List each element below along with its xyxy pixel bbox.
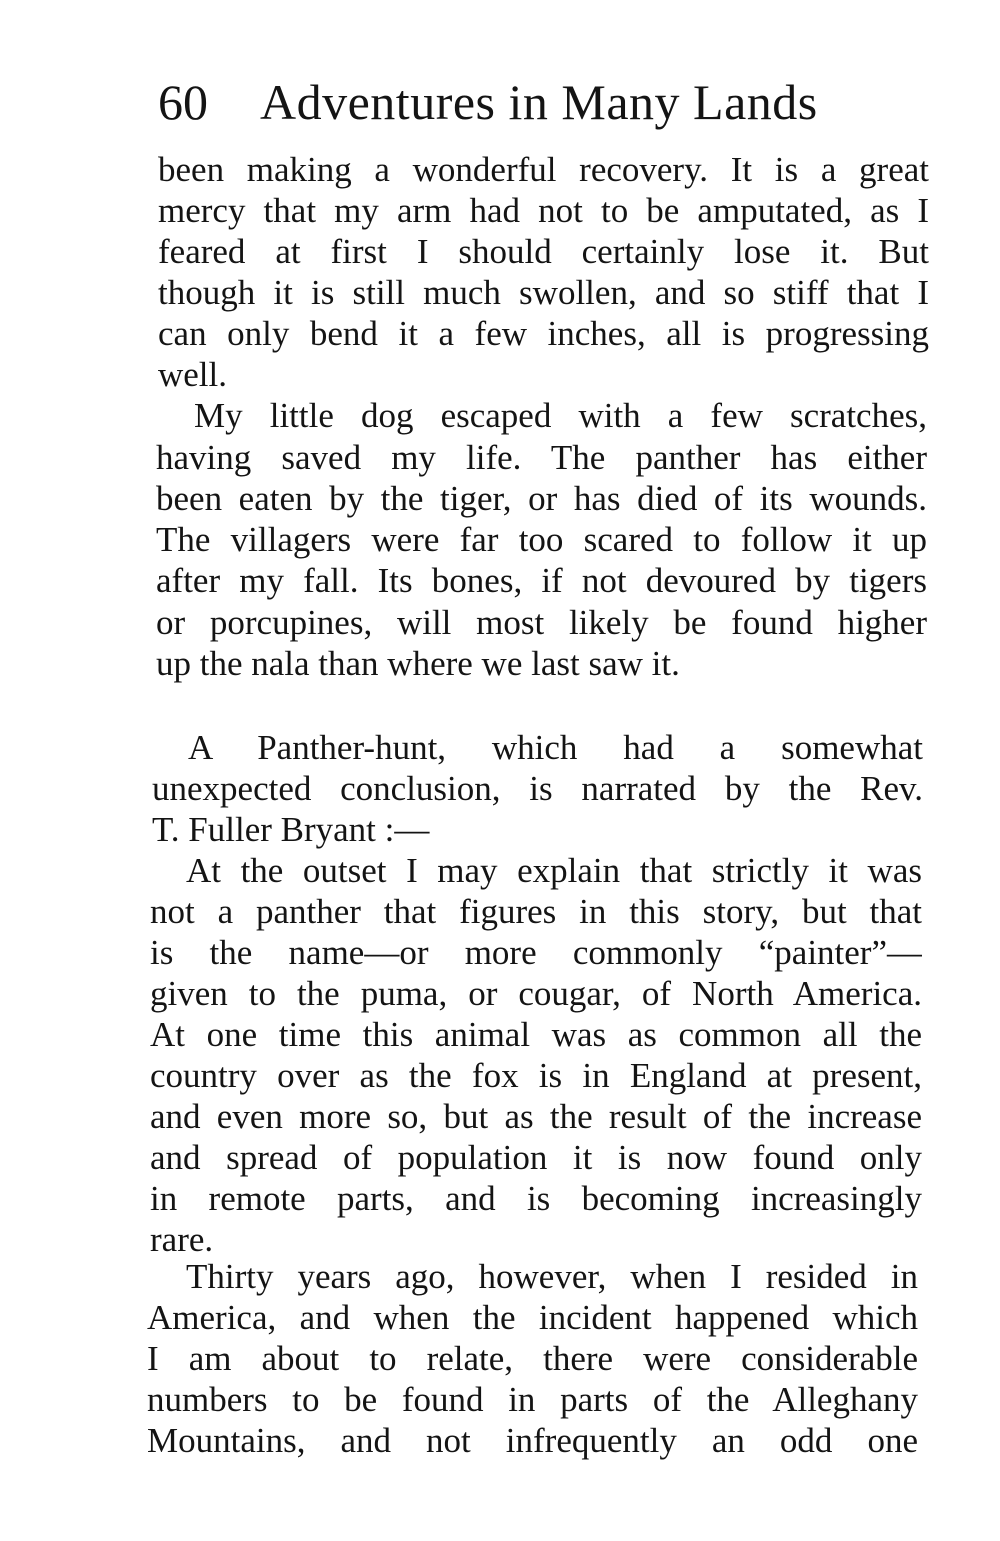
text-line: can only bend it a few inches, all is progressing	[158, 314, 929, 353]
text-line: or porcupines, will most likely be found higher	[156, 603, 927, 642]
text-line: having saved my life. The panther has either	[156, 438, 927, 477]
text-line: been eaten by the tiger, or has died of its wounds.	[156, 479, 927, 518]
page-number: 60	[158, 74, 208, 130]
text-line: numbers to be found in parts of the Alleghany	[147, 1380, 918, 1419]
text-line: Mountains, and not infrequently an odd one	[147, 1421, 918, 1460]
text-line: mercy that my arm had not to be amputated, as I	[158, 191, 929, 230]
text-line: A Panther-hunt, which had a somewhat	[188, 728, 923, 767]
text-line: rare.	[150, 1220, 214, 1259]
text-line: unexpected conclusion, is narrated by the Rev.	[152, 769, 923, 808]
text-line: given to the puma, or cougar, of North America.	[150, 974, 922, 1013]
text-line: is the name—or more commonly “painter”—	[150, 933, 922, 972]
text-line: The villagers were far too scared to follow it up	[156, 520, 927, 559]
running-head	[158, 72, 888, 132]
text-line: been making a wonderful recovery. It is a great	[158, 150, 929, 189]
text-line: America, and when the incident happened which	[147, 1298, 918, 1337]
text-line: I am about to relate, there were considerable	[147, 1339, 918, 1378]
text-line: T. Fuller Bryant :—	[152, 810, 430, 849]
text-line: and spread of population it is now found only	[150, 1138, 922, 1177]
running-title: Adventures in Many Lands	[260, 74, 818, 130]
text-line: Thirty years ago, however, when I resided in	[186, 1257, 918, 1296]
text-line: and even more so, but as the result of the increase	[150, 1097, 922, 1136]
text-line: At one time this animal was as common all the	[150, 1015, 922, 1054]
text-line: feared at first I should certainly lose it. But	[158, 232, 929, 271]
text-line: up the nala than where we last saw it.	[156, 644, 680, 683]
text-line: in remote parts, and is becoming increasingly	[150, 1179, 922, 1218]
text-line: after my fall. Its bones, if not devoured by tigers	[156, 561, 927, 600]
text-line: country over as the fox is in England at present,	[150, 1056, 922, 1095]
text-line: well.	[158, 355, 228, 394]
text-line: At the outset I may explain that strictly it was	[186, 851, 922, 890]
text-line: My little dog escaped with a few scratches,	[194, 396, 927, 435]
text-line: though it is still much swollen, and so stiff that I	[158, 273, 929, 312]
text-line: not a panther that figures in this story, but that	[150, 892, 922, 931]
